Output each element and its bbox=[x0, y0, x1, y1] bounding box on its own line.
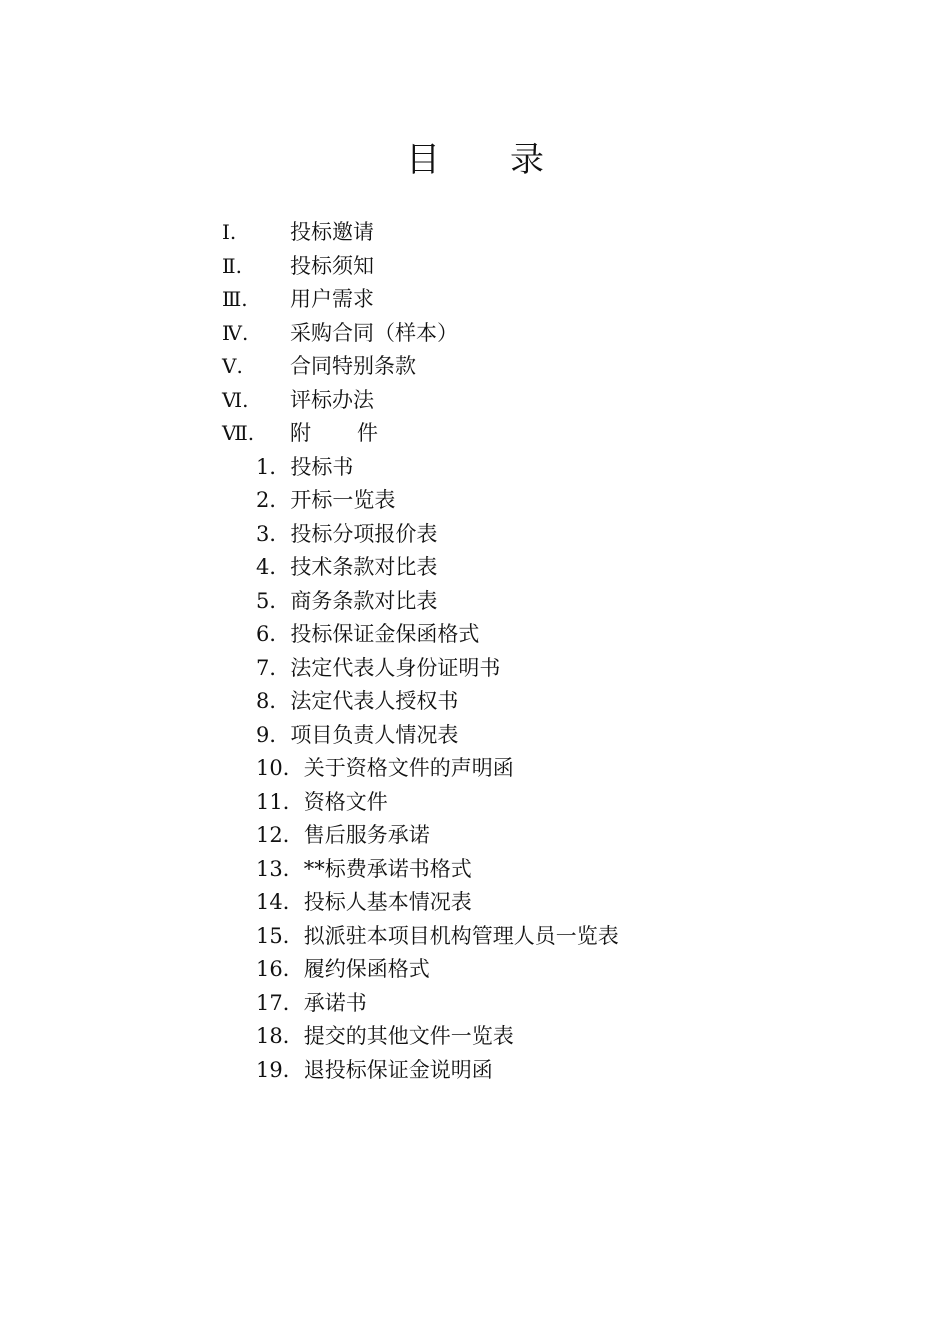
toc-attachment bbox=[0, 518, 950, 552]
attachment-label: 13．**标费承诺书格式 bbox=[256, 856, 472, 881]
toc-attachment bbox=[0, 819, 950, 853]
toc-attachment bbox=[0, 685, 950, 719]
section-number: Ⅱ. bbox=[222, 253, 242, 278]
attachment-label: 1．投标书 bbox=[256, 454, 354, 479]
page-title bbox=[0, 138, 950, 182]
toc-section bbox=[0, 317, 950, 351]
toc-attachment bbox=[0, 920, 950, 954]
section-number: Ⅴ. bbox=[222, 354, 243, 378]
toc-section bbox=[0, 250, 950, 284]
toc-attachment bbox=[0, 618, 950, 652]
attachment-label: 6．投标保证金保函格式 bbox=[256, 622, 480, 646]
attachment-label: 4．技术条款对比表 bbox=[256, 555, 438, 579]
attachment-label: 14．投标人基本情况表 bbox=[256, 890, 472, 914]
attachment-label: 19．退投标保证金说明函 bbox=[256, 1057, 493, 1082]
toc-attachment bbox=[0, 786, 950, 820]
toc-section bbox=[0, 283, 950, 317]
toc-attachment bbox=[0, 585, 950, 619]
toc-attachment bbox=[0, 652, 950, 686]
title-char-2: 录 bbox=[510, 140, 544, 180]
toc-attachment bbox=[0, 719, 950, 753]
toc-section bbox=[0, 216, 950, 250]
attachment-label: 5．商务条款对比表 bbox=[256, 588, 438, 613]
attachment-label: 16．履约保函格式 bbox=[256, 957, 430, 981]
attachment-label: 17．承诺书 bbox=[256, 990, 367, 1015]
attachment-label: 18．提交的其他文件一览表 bbox=[256, 1024, 514, 1048]
section-number: Ⅲ. bbox=[222, 287, 248, 311]
table-of-contents bbox=[0, 216, 950, 1087]
toc-attachment bbox=[0, 953, 950, 987]
attachment-label: 3．投标分项报价表 bbox=[256, 521, 438, 546]
section-number: Ⅰ. bbox=[222, 220, 237, 244]
section-label: 投标须知 bbox=[290, 253, 374, 278]
attachment-label: 2．开标一览表 bbox=[256, 488, 396, 512]
attachment-label: 7．法定代表人身份证明书 bbox=[256, 655, 501, 680]
section-label: 投标邀请 bbox=[290, 220, 374, 244]
toc-attachment bbox=[0, 451, 950, 485]
toc-attachment bbox=[0, 1054, 950, 1088]
toc-section bbox=[0, 384, 950, 418]
section-label: 评标办法 bbox=[290, 387, 374, 412]
section-number: Ⅳ. bbox=[222, 320, 249, 345]
toc-attachment bbox=[0, 886, 950, 920]
section-label: 用户需求 bbox=[290, 287, 374, 311]
attachment-label: 10．关于资格文件的声明函 bbox=[256, 756, 514, 780]
title-char-1: 目 bbox=[406, 140, 440, 180]
section-number: Ⅵ. bbox=[222, 387, 249, 412]
toc-attachment bbox=[0, 551, 950, 585]
toc-attachment bbox=[0, 853, 950, 887]
attachment-label: 8．法定代表人授权书 bbox=[256, 689, 459, 713]
section-label: 采购合同（样本） bbox=[290, 320, 458, 345]
attachment-label: 11．资格文件 bbox=[256, 789, 388, 814]
toc-attachment bbox=[0, 1020, 950, 1054]
toc-attachment bbox=[0, 752, 950, 786]
toc-section bbox=[0, 350, 950, 384]
toc-section bbox=[0, 417, 950, 451]
attachment-label: 15．拟派驻本项目机构管理人员一览表 bbox=[256, 923, 619, 948]
section-label-part-a: 附 bbox=[290, 421, 311, 445]
section-label-part-b: 件 bbox=[357, 421, 378, 445]
attachment-label: 12．售后服务承诺 bbox=[256, 823, 430, 847]
section-label: 合同特别条款 bbox=[290, 354, 416, 378]
attachment-label: 9．项目负责人情况表 bbox=[256, 722, 459, 747]
toc-attachment bbox=[0, 987, 950, 1021]
section-number: Ⅶ. bbox=[222, 421, 255, 445]
section-label bbox=[290, 417, 378, 451]
toc-attachment bbox=[0, 484, 950, 518]
